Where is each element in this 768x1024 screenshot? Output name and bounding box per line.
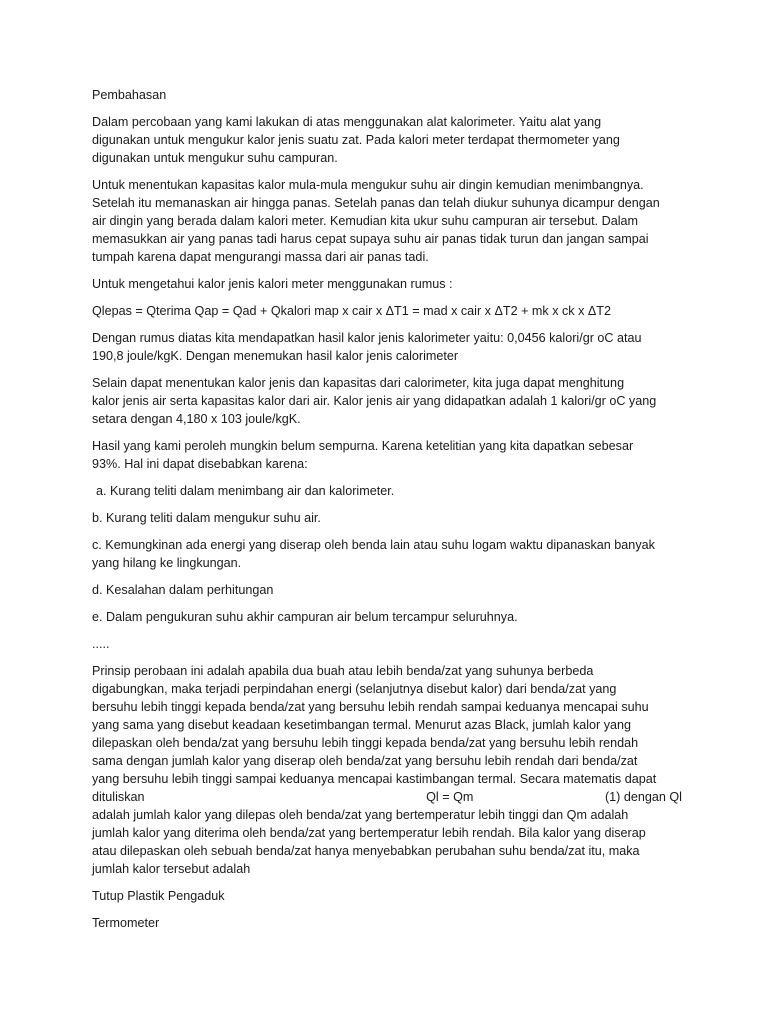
text-line: atau dilepaskan oleh sebuah benda/zat hanya menyebabkan perubahan suhu benda/zat itu, maka — [92, 844, 640, 858]
paragraph-water-heat — [92, 374, 682, 428]
equation-lead-text: dituliskan — [92, 790, 145, 804]
document-body — [92, 86, 682, 941]
equation-text: Ql = Qm — [426, 790, 474, 804]
section-heading: Pembahasan — [92, 88, 167, 102]
text-line: memasukkan air yang panas tadi harus cepat supaya suhu air panas tidak turun dan jangan sampai — [92, 232, 649, 246]
text-line: Untuk menentukan kapasitas kalor mula-mula mengukur suhu air dingin kemudian menimbangnya. — [92, 178, 644, 192]
text-line: digabungkan, maka terjadi perpindahan energi (selanjutnya disebut kalor) dari benda/zat yang — [92, 682, 617, 696]
list-item-d: d. Kesalahan dalam perhitungan — [92, 583, 274, 597]
text-line: 93%. Hal ini dapat disebabkan karena: — [92, 457, 308, 471]
list-item-e: e. Dalam pengukuran suhu akhir campuran air belum tercampur seluruhnya. — [92, 610, 518, 624]
text-line: adalah jumlah kalor yang dilepas oleh benda/zat yang bertemperatur lebih tinggi dan Qm adalah — [92, 808, 629, 822]
figure-label-thermometer: Termometer — [92, 916, 160, 930]
text-line: kalor jenis air serta kapasitas kalor dari air. Kalor jenis air yang didapatkan adalah 1 kalori/gr oC yang — [92, 394, 657, 408]
paragraph-result — [92, 329, 682, 365]
list-item-c — [92, 536, 682, 572]
text-line: Setelah itu memanaskan air hingga panas. Setelah panas dan telah diukur suhunya dicampur dengan — [92, 196, 660, 210]
text-line: yang sama yang disebut keadaan kesetimbangan termal. Menurut azas Black, jumlah kalor yang — [92, 718, 632, 732]
text-line: tumpah karena dapat mengurangi massa dari air panas tadi. — [92, 250, 429, 264]
text-line: air dingin yang berada dalam kalori meter. Kemudian kita ukur suhu campuran air tersebut. Dalam — [92, 214, 639, 228]
equation-number-text: (1) dengan Ql — [604, 790, 682, 804]
list-item-b: b. Kurang teliti dalam mengukur suhu air. — [92, 511, 321, 525]
text-line: dilepaskan oleh benda/zat yang bersuhu lebih tinggi kepada benda/zat yang bersuhu lebih rendah — [92, 736, 639, 750]
text-line: digunakan untuk mengukur suhu campuran. — [92, 151, 338, 165]
paragraph-intro — [92, 113, 682, 167]
text-line: Hasil yang kami peroleh mungkin belum sempurna. Karena ketelitian yang kita dapatkan sebesar — [92, 439, 634, 453]
paragraph-capacity — [92, 176, 682, 266]
paragraph-principle — [92, 662, 682, 878]
ellipsis-separator: ..... — [92, 637, 110, 651]
list-item-a: a. Kurang teliti dalam menimbang air dan kalorimeter. — [96, 484, 395, 498]
text-line: jumlah kalor yang diterima oleh benda/zat yang bertemperatur lebih rendah. Bila kalor yang diserap — [92, 826, 646, 840]
text-line: c. Kemungkinan ada energi yang diserap oleh benda lain atau suhu logam waktu dipanaskan banyak — [92, 538, 655, 552]
text-line: yang hilang ke lingkungan. — [92, 556, 242, 570]
text-line: sama dengan jumlah kalor yang diserap oleh benda/zat yang bersuhu lebih rendah dari benda/zat — [92, 754, 638, 768]
paragraph-formula-intro: Untuk mengetahui kalor jenis kalori meter menggunakan rumus : — [92, 277, 453, 291]
figure-label-lid-stirrer: Tutup Plastik Pengaduk — [92, 889, 225, 903]
equation-line — [92, 788, 682, 806]
text-line: 190,8 joule/kgK. Dengan menemukan hasil kalor jenis calorimeter — [92, 349, 459, 363]
text-line: Dalam percobaan yang kami lakukan di atas menggunakan alat kalorimeter. Yaitu alat yang — [92, 115, 602, 129]
text-line: Prinsip perobaan ini adalah apabila dua buah atau lebih benda/zat yang suhunya berbeda — [92, 664, 594, 678]
text-line: jumlah kalor tersebut adalah — [92, 862, 251, 876]
text-line: setara dengan 4,180 x 103 joule/kgK. — [92, 412, 301, 426]
text-line: digunakan untuk mengukur kalor jenis suatu zat. Pada kalori meter terdapat thermometer yang — [92, 133, 620, 147]
paragraph-accuracy — [92, 437, 682, 473]
text-line: bersuhu lebih tinggi kepada benda/zat yang bersuhu lebih rendah sampai keduanya mencapai suhu — [92, 700, 649, 714]
text-line: Dengan rumus diatas kita mendapatkan hasil kalor jenis kalorimeter yaitu: 0,0456 kalori/gr oC atau — [92, 331, 642, 345]
text-line: Selain dapat menentukan kalor jenis dan kapasitas dari calorimeter, kita juga dapat menghitung — [92, 376, 625, 390]
text-line: yang bersuhu lebih tinggi sampai keduanya mencapai kastimbangan termal. Secara matematis dapat — [92, 772, 657, 786]
formula-line: Qlepas = Qterima Qap = Qad + Qkalori map x cair x ΔT1 = mad x cair x ΔT2 + mk x ck x ΔT2 — [92, 304, 612, 318]
